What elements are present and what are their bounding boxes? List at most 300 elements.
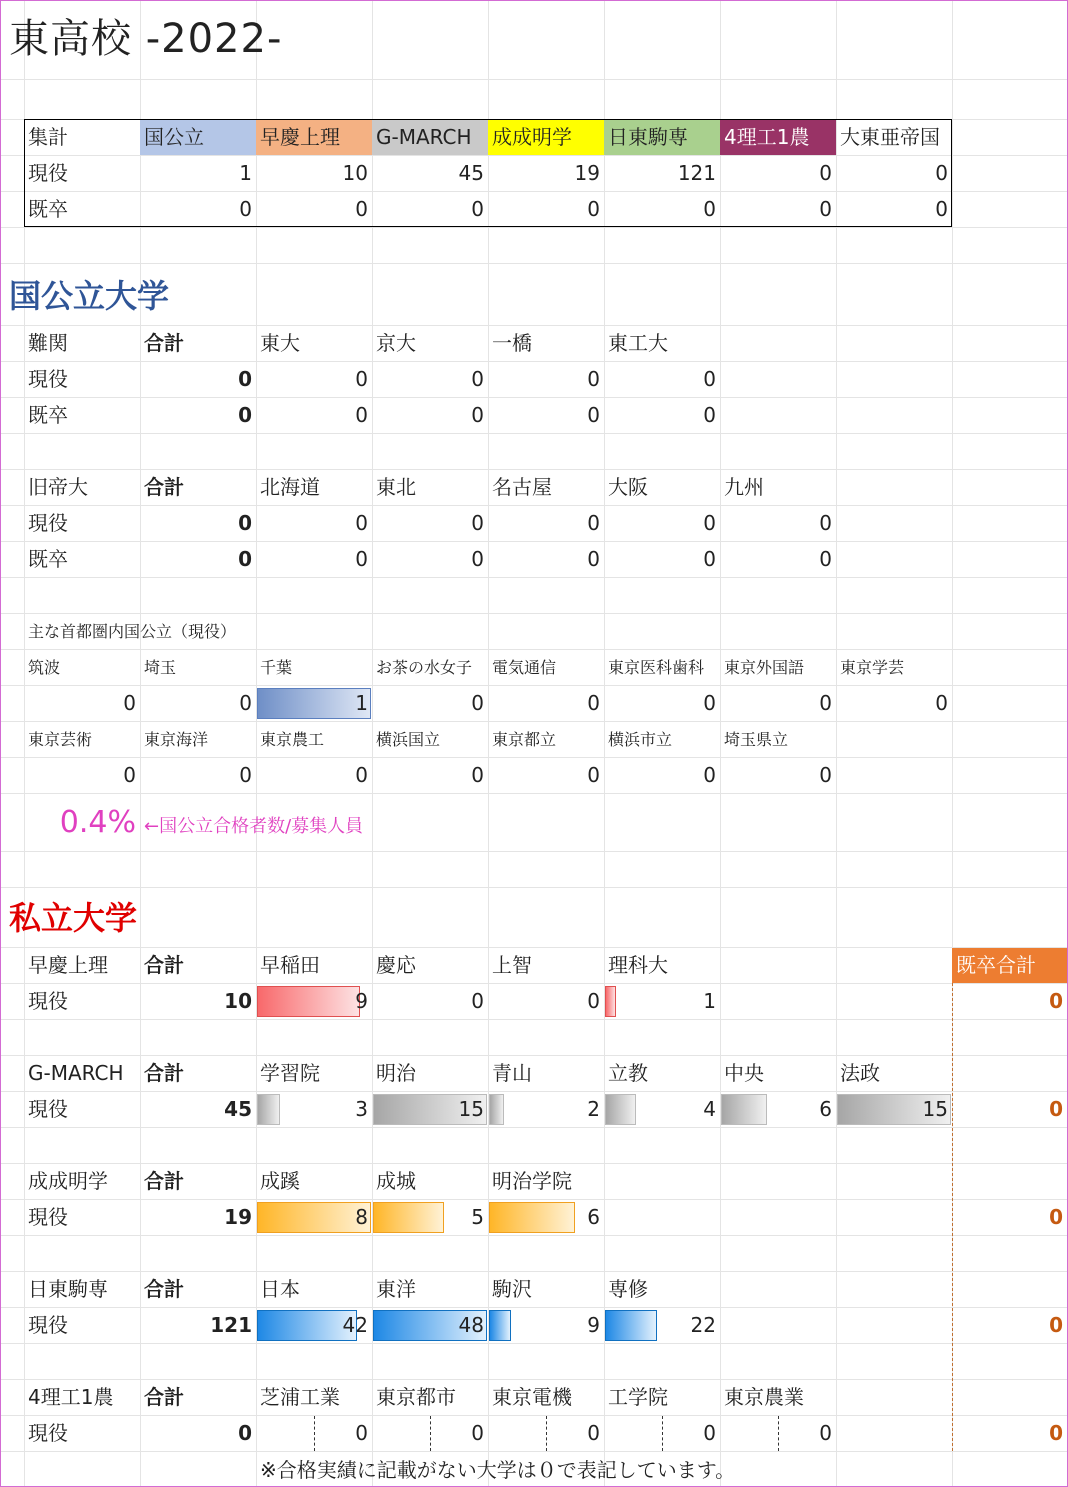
cell-text: 東京都立 (492, 730, 557, 749)
summary-header (836, 120, 952, 155)
kisotsu-total-value (952, 1092, 1067, 1127)
cell-text: 4理工1農 (28, 1385, 114, 1409)
cell-text: 成成明学 (492, 125, 572, 149)
private-univ-name (488, 948, 604, 983)
cell-text: 0 (471, 547, 484, 571)
cell-text: 0 (239, 197, 252, 221)
metro-univ-value (372, 686, 488, 721)
cell-text: 現役 (28, 989, 68, 1013)
private-total-value (140, 1092, 256, 1127)
cell-text: 0 (819, 197, 832, 221)
cell-text: 北海道 (260, 475, 320, 499)
nankan-header (488, 326, 604, 361)
cell-text: 東大 (260, 331, 300, 355)
cell-text: 0 (123, 763, 136, 787)
private-row-label (24, 1092, 140, 1127)
cell-text: 45 (224, 1097, 252, 1121)
cell-text: 現役 (28, 511, 68, 535)
dashed-separator (430, 1416, 431, 1451)
cell-text: 合計 (144, 331, 184, 355)
cell-text: 既卒 (28, 197, 68, 221)
cell-text: 0 (819, 691, 832, 715)
cell-text: 0 (703, 197, 716, 221)
cell-text: 0 (587, 763, 600, 787)
cell-text: 難関 (28, 331, 68, 355)
cell-text: 合計 (144, 475, 184, 499)
kyutei-header (720, 470, 836, 505)
cell-text: 合計 (144, 1385, 184, 1409)
kyutei-value (720, 542, 836, 577)
summary-row-label (24, 192, 140, 227)
data-bar (257, 1094, 280, 1125)
kisotsu-total-value (952, 1308, 1067, 1343)
summary-header (372, 120, 488, 155)
private-univ-value (256, 984, 372, 1019)
private-univ-name (256, 948, 372, 983)
private-group-label (24, 1056, 140, 1091)
cell-text: 東京農業 (724, 1385, 804, 1409)
cell-text: 法政 (840, 1061, 880, 1085)
cell-text: 0 (471, 691, 484, 715)
private-univ-name (604, 948, 720, 983)
cell-text: 0 (238, 547, 252, 571)
private-total-label (140, 1056, 256, 1091)
data-bar (605, 986, 616, 1017)
private-row-label (24, 1416, 140, 1451)
cell-text: 2 (587, 1097, 600, 1121)
cell-text: 東京海洋 (144, 730, 209, 749)
cell-text: 5 (471, 1205, 484, 1229)
private-univ-value (372, 1092, 488, 1127)
dashed-separator (778, 1416, 779, 1451)
kyutei-row-label (24, 506, 140, 541)
kyutei-header (372, 470, 488, 505)
cell-text: G-MARCH (376, 125, 472, 149)
nankan-row-label (24, 362, 140, 397)
cell-text: 15 (458, 1097, 484, 1121)
cell-text: 4理工1農 (724, 125, 810, 149)
cell-text: 0 (819, 547, 832, 571)
cell-text: 駒沢 (492, 1277, 532, 1301)
nankan-value (604, 362, 720, 397)
cell-text: 0 (587, 403, 600, 427)
kyutei-value (488, 506, 604, 541)
metro-univ-value (604, 758, 720, 793)
cell-text: 1 (703, 989, 716, 1013)
cell-text: 筑波 (28, 658, 61, 677)
private-univ-value (488, 1092, 604, 1127)
data-bar (605, 1310, 657, 1341)
nankan-row-label (24, 398, 140, 433)
cell-text: 集計 (28, 125, 68, 149)
cell-text: 0 (471, 1421, 484, 1445)
cell-text: 合計 (144, 1061, 184, 1085)
metro-univ-name (488, 722, 604, 757)
cell-text: 9 (587, 1313, 600, 1337)
metro-univ-name (720, 650, 836, 685)
cell-text: 6 (819, 1097, 832, 1121)
kyutei-header (140, 470, 256, 505)
cell-text: 明治 (376, 1061, 416, 1085)
metro-univ-name (488, 650, 604, 685)
private-univ-value (604, 984, 720, 1019)
nankan-value (256, 398, 372, 433)
cell-text: 既卒 (28, 403, 68, 427)
private-total-label (140, 1164, 256, 1199)
cell-text: 0 (471, 989, 484, 1013)
data-bar (257, 688, 371, 719)
nankan-value (140, 398, 256, 433)
footnote: ※合格実績に記載がない大学は０で表記しています。 (260, 1458, 736, 1482)
cell-text: 中央 (724, 1061, 764, 1085)
cell-text: 東京都市 (376, 1385, 456, 1409)
private-group-label (24, 1380, 140, 1415)
metro-univ-value (24, 758, 140, 793)
metro-univ-value (720, 758, 836, 793)
cell-text: 0 (1049, 1421, 1063, 1445)
cell-text: 千葉 (260, 658, 293, 677)
nankan-header (140, 326, 256, 361)
cell-text: 成成明学 (28, 1169, 108, 1193)
cell-text: 0 (355, 547, 368, 571)
nankan-value (604, 398, 720, 433)
cell-text: 成蹊 (260, 1169, 300, 1193)
cell-text: 0 (471, 763, 484, 787)
cell-text: 121 (210, 1313, 252, 1337)
cell-text: 東京電機 (492, 1385, 572, 1409)
kisotsu-total-value (952, 1416, 1067, 1451)
summary-value (488, 156, 604, 191)
metro-univ-value (24, 686, 140, 721)
cell-text: 現役 (28, 161, 68, 185)
kyutei-header (604, 470, 720, 505)
data-bar (257, 986, 360, 1017)
kyutei-value (488, 542, 604, 577)
private-univ-name (372, 1056, 488, 1091)
private-univ-name (256, 1380, 372, 1415)
metro-univ-value (488, 686, 604, 721)
summary-value (372, 156, 488, 191)
metro-univ-name (604, 650, 720, 685)
kyutei-value (604, 506, 720, 541)
private-univ-name (256, 1272, 372, 1307)
cell-text: 東工大 (608, 331, 668, 355)
private-univ-name (720, 1380, 836, 1415)
kisotsu-total-header (952, 948, 1067, 983)
cell-text: 0 (355, 1421, 368, 1445)
cell-text: 大阪 (608, 475, 648, 499)
data-bar (489, 1094, 504, 1125)
private-group-label (24, 1272, 140, 1307)
cell-text: 日本 (260, 1277, 300, 1301)
cell-text: 合計 (144, 1169, 184, 1193)
summary-header (604, 120, 720, 155)
private-univ-name (604, 1272, 720, 1307)
cell-text: 0 (355, 403, 368, 427)
cell-text: 19 (574, 161, 600, 185)
cell-text: 日東駒専 (608, 125, 688, 149)
nankan-header (372, 326, 488, 361)
nankan-header (24, 326, 140, 361)
cell-text: 0 (819, 511, 832, 535)
kyutei-value (140, 506, 256, 541)
data-bar (489, 1202, 575, 1233)
private-univ-name (488, 1380, 604, 1415)
cell-text: 東京医科歯科 (608, 658, 705, 677)
cell-text: 0 (703, 691, 716, 715)
private-univ-name (256, 1056, 372, 1091)
cell-text: 既卒 (28, 547, 68, 571)
metro-univ-value (256, 758, 372, 793)
data-bar (605, 1094, 636, 1125)
metro-univ-name (720, 722, 836, 757)
nankan-value (372, 362, 488, 397)
private-row-label (24, 1308, 140, 1343)
private-total-label (140, 1272, 256, 1307)
private-univ-name (836, 1056, 952, 1091)
cell-text: 国公立 (144, 125, 204, 149)
cell-text: 早慶上理 (260, 125, 340, 149)
cell-text: お茶の水女子 (376, 658, 473, 677)
kyutei-value (140, 542, 256, 577)
cell-text: 10 (342, 161, 368, 185)
cell-text: 0 (355, 367, 368, 391)
summary-value (488, 192, 604, 227)
metro-univ-name (24, 722, 140, 757)
cell-text: 0 (471, 511, 484, 535)
cell-text: 名古屋 (492, 475, 552, 499)
kyutei-value (256, 506, 372, 541)
cell-text: 東京外国語 (724, 658, 805, 677)
cell-text: G-MARCH (28, 1061, 124, 1085)
cell-text: 現役 (28, 1313, 68, 1337)
summary-value (140, 156, 256, 191)
cell-text: 東北 (376, 475, 416, 499)
private-total-value (140, 1416, 256, 1451)
private-univ-value (720, 1092, 836, 1127)
summary-value (372, 192, 488, 227)
metro-univ-name (256, 722, 372, 757)
cell-text: 立教 (608, 1061, 648, 1085)
summary-value (604, 156, 720, 191)
private-univ-name (372, 1380, 488, 1415)
cell-text: 東京芸術 (28, 730, 93, 749)
cell-text: 4 (703, 1097, 716, 1121)
private-univ-value (256, 1092, 372, 1127)
cell-text: 芝浦工業 (260, 1385, 340, 1409)
private-univ-value (488, 1200, 604, 1235)
cell-text: 0 (355, 197, 368, 221)
metro-univ-name (372, 722, 488, 757)
dashed-separator (314, 1416, 315, 1451)
cell-text: 0 (703, 403, 716, 427)
data-bar (257, 1202, 371, 1233)
private-univ-name (488, 1272, 604, 1307)
metro-univ-value (720, 686, 836, 721)
cell-text: 0 (819, 763, 832, 787)
summary-value (140, 192, 256, 227)
kyutei-value (720, 506, 836, 541)
cell-text: 0 (587, 691, 600, 715)
cell-text: 121 (677, 161, 716, 185)
cell-text: 0 (471, 403, 484, 427)
cell-text: 0 (238, 367, 252, 391)
summary-header (488, 120, 604, 155)
nankan-value (372, 398, 488, 433)
cell-text: 0 (1049, 1205, 1063, 1229)
nankan-header (604, 326, 720, 361)
kyutei-header (488, 470, 604, 505)
summary-value (604, 192, 720, 227)
cell-text: 0 (1049, 989, 1063, 1013)
cell-text: 0 (587, 547, 600, 571)
cell-text: 0 (703, 547, 716, 571)
private-univ-value (604, 1092, 720, 1127)
cell-text: 現役 (28, 1097, 68, 1121)
private-univ-name (372, 1164, 488, 1199)
cell-text: 0 (239, 691, 252, 715)
cell-text: 48 (458, 1313, 484, 1337)
summary-row-label (24, 156, 140, 191)
kyutei-header (24, 470, 140, 505)
cell-text: 0 (471, 197, 484, 221)
data-bar (257, 1310, 357, 1341)
private-univ-value (604, 1308, 720, 1343)
cell-text: 0 (239, 763, 252, 787)
cell-text: 学習院 (260, 1061, 320, 1085)
private-total-value (140, 1200, 256, 1235)
cell-text: 合計 (144, 1277, 184, 1301)
metro-univ-value (140, 758, 256, 793)
cell-text: 東洋 (376, 1277, 416, 1301)
cell-text: 埼玉県立 (724, 730, 789, 749)
private-section-title: 私立大学 (9, 899, 138, 937)
private-row-label (24, 984, 140, 1019)
metro-univ-name (256, 650, 372, 685)
cell-text: 横浜国立 (376, 730, 441, 749)
cell-text: 現役 (28, 367, 68, 391)
private-univ-value (836, 1092, 952, 1127)
private-total-label (140, 1380, 256, 1415)
private-group-label (24, 1164, 140, 1199)
cell-text: 15 (922, 1097, 948, 1121)
data-bar (721, 1094, 767, 1125)
metro-univ-name (140, 650, 256, 685)
cell-text: 3 (355, 1097, 368, 1121)
cell-text: 0 (587, 511, 600, 535)
cell-text: 早慶上理 (28, 953, 108, 977)
summary-value (256, 192, 372, 227)
cell-text: 0 (935, 197, 948, 221)
metro-univ-name (24, 650, 140, 685)
cell-text: 工学院 (608, 1385, 668, 1409)
cell-text: 理科大 (608, 953, 668, 977)
national-rate: 0.4% (59, 805, 136, 840)
summary-header (24, 120, 140, 155)
cell-text: 6 (587, 1205, 600, 1229)
cell-text: 早稲田 (260, 953, 320, 977)
cell-text: 電気通信 (492, 658, 557, 677)
cell-text: 0 (471, 367, 484, 391)
private-univ-name (372, 948, 488, 983)
cell-text: 42 (342, 1313, 368, 1337)
kyutei-value (372, 542, 488, 577)
kyutei-value (604, 542, 720, 577)
national-section-title: 国公立大学 (9, 277, 170, 315)
kisotsu-total-value (952, 984, 1067, 1019)
cell-text: 0 (123, 691, 136, 715)
metro-univ-value (256, 686, 372, 721)
private-univ-name (488, 1056, 604, 1091)
private-total-value (140, 1308, 256, 1343)
summary-value (256, 156, 372, 191)
cell-text: 10 (224, 989, 252, 1013)
private-univ-name (372, 1272, 488, 1307)
cell-text: 現役 (28, 1421, 68, 1445)
cell-text: 専修 (608, 1277, 648, 1301)
cell-text: 0 (703, 1421, 716, 1445)
cell-text: 0 (935, 691, 948, 715)
cell-text: 1 (239, 161, 252, 185)
national-rate-note: ←国公立合格者数/募集人員 (144, 816, 364, 837)
metro-univ-name (372, 650, 488, 685)
private-total-label (140, 948, 256, 983)
cell-text: 0 (238, 511, 252, 535)
cell-text: 九州 (724, 475, 764, 499)
kyutei-value (256, 542, 372, 577)
kyutei-value (372, 506, 488, 541)
kisotsu-total-value (952, 1200, 1067, 1235)
private-univ-name (488, 1164, 604, 1199)
private-total-value (140, 984, 256, 1019)
metro-univ-value (836, 686, 952, 721)
cell-text: 9 (355, 989, 368, 1013)
private-row-label (24, 1200, 140, 1235)
metro-univ-name (836, 650, 952, 685)
private-univ-value (488, 984, 604, 1019)
page-title: 東高校 -2022- (9, 16, 283, 62)
metro-univ-name (604, 722, 720, 757)
private-univ-value (372, 1308, 488, 1343)
data-bar (373, 1202, 444, 1233)
cell-text: 0 (819, 1421, 832, 1445)
cell-text: 0 (703, 511, 716, 535)
cell-text: 横浜市立 (608, 730, 673, 749)
metro-univ-value (372, 758, 488, 793)
metro-univ-value (140, 686, 256, 721)
summary-value (720, 156, 836, 191)
cell-text: 0 (238, 403, 252, 427)
metro-univ-name (140, 722, 256, 757)
cell-text: 成城 (376, 1169, 416, 1193)
cell-text: 0 (355, 511, 368, 535)
kyutei-row-label (24, 542, 140, 577)
cell-text: 8 (355, 1205, 368, 1229)
private-univ-value (256, 1308, 372, 1343)
cell-text: 0 (703, 367, 716, 391)
cell-text: 0 (1049, 1313, 1063, 1337)
cell-text: 青山 (492, 1061, 532, 1085)
cell-text: 慶応 (376, 953, 416, 977)
cell-text: 0 (935, 161, 948, 185)
cell-text: 0 (587, 197, 600, 221)
summary-value (836, 156, 952, 191)
cell-text: 22 (690, 1313, 716, 1337)
cell-text: 0 (819, 161, 832, 185)
cell-text: 明治学院 (492, 1169, 572, 1193)
cell-text: 京大 (376, 331, 416, 355)
private-group-label (24, 948, 140, 983)
